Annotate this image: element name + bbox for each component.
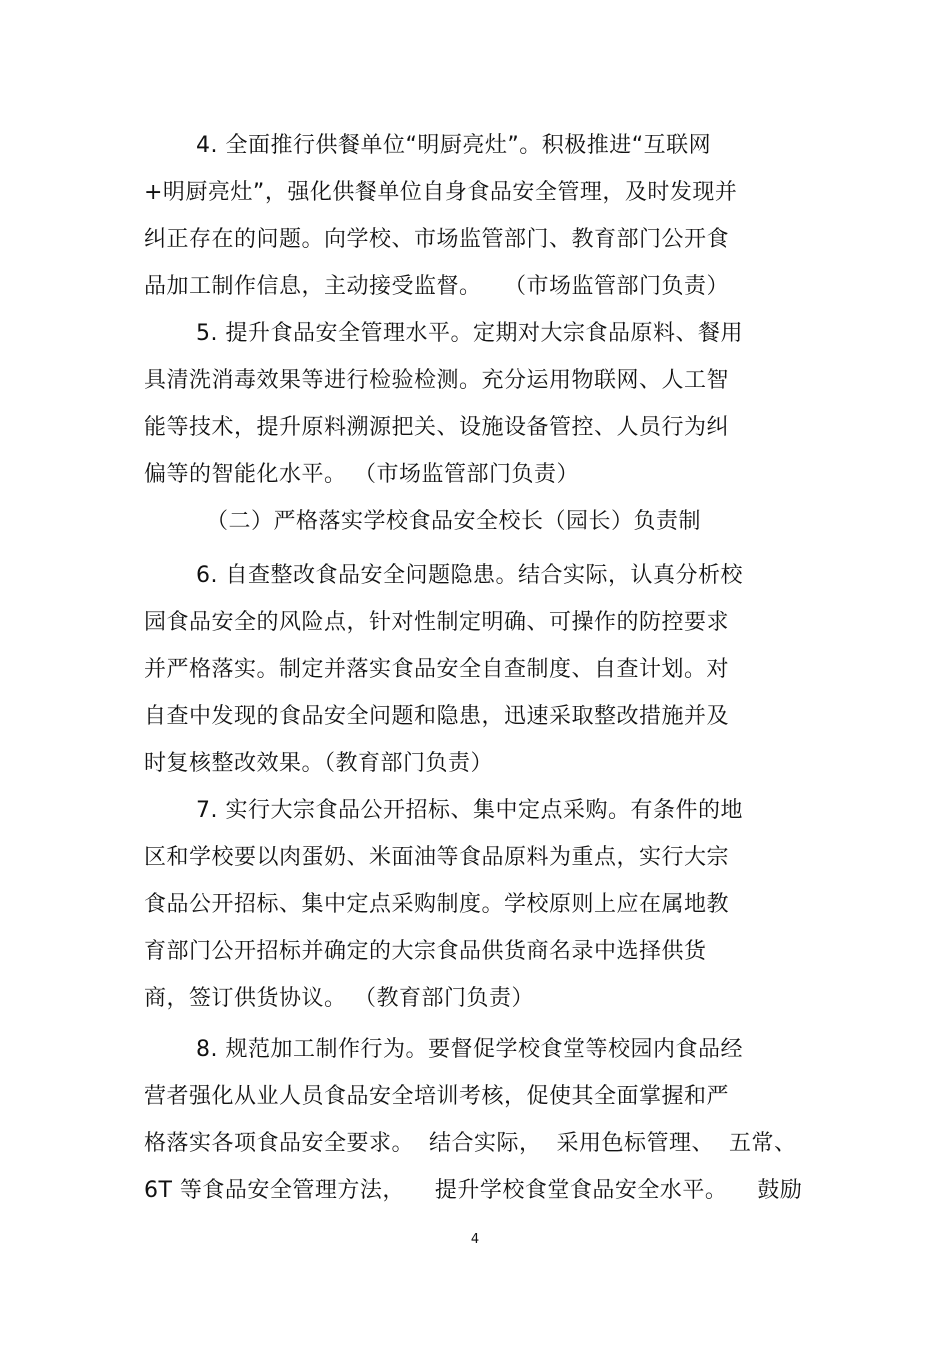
paragraph-7-line-3: 食品公开招标、集中定点采购制度。学校原则上应在属地教 [144, 892, 730, 917]
paragraph-7-line-2: 区和学校要以肉蛋奶、米面油等食品原料为重点，实行大宗 [144, 845, 730, 870]
paragraph-5-line-3: 能等技术，提升原料溯源把关、设施设备管控、人员行为纠 [144, 415, 730, 440]
paragraph-6-line-4: 自查中发现的食品安全问题和隐患，迅速采取整改措施并及 [144, 704, 730, 729]
paragraph-6-line-2: 园食品安全的风险点，针对性制定明确、可操作的防控要求 [144, 610, 730, 635]
paragraph-7-line-1: 7. 实行大宗食品公开招标、集中定点采购。有条件的地 [196, 798, 743, 823]
paragraph-7-line-5: 商，签订供货协议。 （教育部门负责） [144, 986, 534, 1011]
paragraph-5-line-4: 偏等的智能化水平。 （市场监管部门负责） [144, 462, 579, 487]
paragraph-8-line-2: 营者强化从业人员食品安全培训考核，促使其全面掌握和严 [144, 1084, 730, 1109]
paragraph-8-line-3: 格落实各项食品安全要求。 结合实际， 采用色标管理、 五常、 [144, 1131, 797, 1156]
paragraph-5-line-1: 5. 提升食品安全管理水平。定期对大宗食品原料、餐用 [196, 321, 743, 346]
paragraph-4-line-4: 品加工制作信息，主动接受监督。 （市场监管部门负责） [144, 274, 729, 299]
paragraph-8-line-1: 8. 规范加工制作行为。要督促学校食堂等校园内食品经 [196, 1037, 743, 1062]
paragraph-5-line-2: 具清洗消毒效果等进行检验检测。充分运用物联网、人工智 [144, 368, 730, 393]
paragraph-7-line-4: 育部门公开招标并确定的大宗食品供货商名录中选择供货 [144, 939, 707, 964]
section-heading: （二）严格落实学校食品安全校长（园长）负责制 [206, 509, 702, 534]
page-number: 4 [470, 1232, 480, 1247]
paragraph-6-line-5: 时复核整改效果。（教育部门负责） [144, 751, 494, 776]
paragraph-8-line-4: 6T 等食品安全管理方法， 提升学校食堂食品安全水平。 鼓励 [144, 1178, 803, 1203]
paragraph-4-line-2: +明厨亮灶”，强化供餐单位自身食品安全管理，及时发现并 [144, 180, 738, 205]
paragraph-6-line-1: 6. 自查整改食品安全问题隐患。结合实际，认真分析校 [196, 563, 743, 588]
paragraph-6-line-3: 并严格落实。制定并落实食品安全自查制度、自查计划。对 [144, 657, 730, 682]
paragraph-4-line-1: 4. 全面推行供餐单位“明厨亮灶”。积极推进“互联网 [196, 133, 712, 158]
paragraph-4-line-3: 纠正存在的问题。向学校、市场监管部门、教育部门公开食 [144, 227, 730, 252]
